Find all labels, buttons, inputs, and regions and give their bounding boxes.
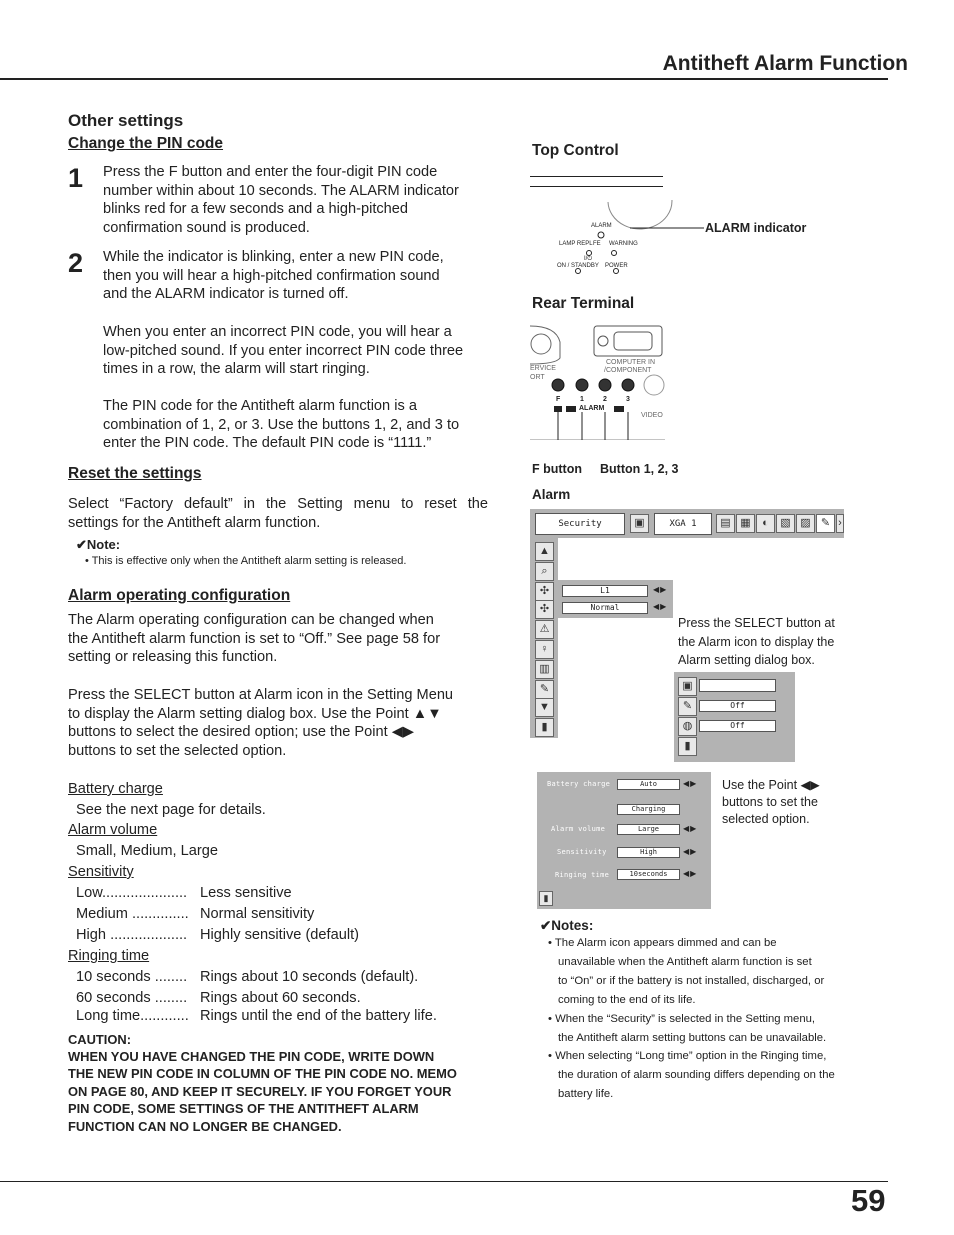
dialog-off-1[interactable]: Off	[699, 700, 776, 712]
warning-icon[interactable]: ⚠	[535, 620, 554, 639]
fan-control-icon[interactable]: ✣	[535, 600, 554, 619]
dialog-alarm-icon[interactable]: ✎	[678, 697, 697, 716]
ringing-60s-value: Rings about 60 seconds.	[200, 990, 361, 1006]
sensitivity-high: High ...................	[76, 927, 188, 943]
tc-io-label: I/⏻	[584, 256, 593, 262]
rt-3-label: 3	[626, 396, 630, 403]
color-icon[interactable]: ◐	[756, 514, 775, 533]
alarm-volume-arrows-icon[interactable]: ◀▶	[683, 824, 698, 833]
button-1	[576, 379, 588, 391]
alarm-volume-title: Alarm volume	[68, 822, 158, 838]
select-instructions: Press the SELECT button at Alarm icon in the Setting Menu to display the Alarm setting dialog box. Use the Point ▲▼ buttons to select the desired option; use the Point ◀▶ buttons to set the selected option.	[68, 687, 454, 759]
xga-menu-tab[interactable]: XGA 1	[654, 513, 712, 535]
button-2	[599, 379, 611, 391]
note-heading: ✔Note:	[76, 537, 121, 552]
step-2-number: 2	[68, 248, 84, 278]
scroll-up-icon[interactable]: ▲	[535, 542, 554, 561]
pointer-icon[interactable]: ⌕	[535, 562, 554, 581]
fan-icon[interactable]: ✣	[535, 582, 554, 601]
tc-warning-label: WARNING	[609, 241, 638, 247]
tc-power-label: POWER	[605, 263, 628, 269]
filter-icon[interactable]: ▥	[535, 660, 554, 679]
alarm-indicator-label: ALARM indicator	[705, 221, 807, 235]
ringing-10s-value: Rings about 10 seconds (default).	[200, 969, 419, 985]
caption-use-point: Use the Point ◀▶ buttons to set the selected option.	[722, 778, 820, 826]
rt-video-label: VIDEO	[641, 412, 663, 419]
dialog-lock-icon[interactable]: ▣	[678, 677, 697, 696]
f-button-label: F button	[532, 462, 582, 476]
f-button	[552, 379, 564, 391]
top-control-heading: Top Control	[532, 142, 619, 159]
other-settings-heading: Other settings	[68, 111, 184, 130]
dialog-off-2[interactable]: Off	[699, 720, 776, 732]
rt-component-label: /COMPONENT	[604, 367, 652, 374]
step-1-number: 1	[68, 163, 84, 193]
alarm-volume-text: Small, Medium, Large	[76, 843, 218, 859]
setting-icon[interactable]: ▨	[796, 514, 815, 533]
rear-terminal-diagram	[530, 322, 665, 440]
notes-heading: ✔Notes:	[540, 918, 594, 933]
button-3	[622, 379, 634, 391]
rt-alarm-label: ALARM	[579, 405, 605, 412]
ringing-long: Long time............	[76, 1008, 189, 1024]
sensitivity-title: Sensitivity	[68, 864, 134, 880]
caption-select-alarm: Press the SELECT button at the Alarm icon to display the Alarm setting dialog box.	[678, 616, 835, 667]
scroll-down-icon[interactable]: ▼	[535, 698, 554, 717]
rt-2-label: 2	[603, 396, 607, 403]
ringing-time-title: Ringing time	[68, 948, 150, 964]
rt-f-label: F	[556, 396, 561, 403]
alarm-setting-dialog	[537, 772, 711, 909]
change-pin-heading: Change the PIN code	[68, 135, 224, 152]
sensitivity-high-value: Highly sensitive (default)	[200, 927, 359, 943]
picture-icon[interactable]: ▧	[776, 514, 795, 533]
submenu-normal[interactable]: Normal	[562, 602, 648, 614]
screen-icon[interactable]: ▤	[716, 514, 735, 533]
security-menu-tab[interactable]: Security	[535, 513, 625, 535]
caution-title: CAUTION:	[68, 1032, 132, 1047]
submenu-normal-arrows-icon[interactable]: ◀▶	[653, 602, 668, 611]
tc-alarm-label: ALARM	[591, 223, 612, 229]
reset-settings-heading: Reset the settings	[68, 465, 202, 482]
ringing-60s: 60 seconds ........	[76, 990, 188, 1006]
caution-text: WHEN YOU HAVE CHANGED THE PIN CODE, WRITE DOWN THE NEW PIN CODE IN COLUMN OF THE PIN CODE NO. MEMO ON PAGE 80, AND KEEP IT SECURELY. IF YOU FORGET YOUR PIN CODE, SOME SETTINGS OF THE ANTITHEFT ALARM FUNCTION CAN NO LONGER BE CHANGED.	[68, 1049, 457, 1134]
rt-port-label: ORT	[530, 374, 545, 381]
alarm-led	[598, 232, 604, 238]
battery-charge-arrows-icon[interactable]: ◀▶	[683, 779, 698, 788]
incorrect-pin-paragraph: When you enter an incorrect PIN code, you will hear a low-pitched sound. If you enter incorrect PIN code three times in a row, the alarm will start ringing.	[103, 324, 464, 378]
alarm-volume-value[interactable]: Large	[617, 824, 680, 835]
rear-terminal-heading: Rear Terminal	[532, 295, 635, 312]
lamp-led	[587, 251, 592, 256]
rt-1-label: 1	[580, 396, 584, 403]
alarm-mark-right	[614, 406, 624, 412]
step-1-text: Press the F button and enter the four-digit PIN code number within about 10 seconds. The ALARM indicator blinks red for a few seconds and a high-pitched confirmation sound is produced.	[103, 164, 459, 236]
alarm-config-text: The Alarm operating configuration can be changed when the Antitheft alarm function is set to “Off.” See page 58 for setting or releasing this function.	[68, 612, 441, 666]
battery-charge-value[interactable]: Auto	[617, 779, 680, 790]
battery-charge-label: Battery charge	[547, 780, 611, 788]
warning-led	[612, 251, 617, 256]
tc-lamp-label: LAMP REPL	[559, 241, 593, 247]
ringing-long-value: Rings until the end of the battery life.	[200, 1008, 437, 1024]
header-rule-top	[0, 78, 888, 80]
top-control-line-1	[530, 176, 663, 177]
note-text: • This is effective only when the Antitheft alarm setting is released.	[85, 555, 407, 567]
ringing-10s: 10 seconds ........	[76, 969, 188, 985]
sensitivity-value[interactable]: High	[617, 847, 680, 858]
alarm-heading: Alarm	[532, 487, 571, 502]
top-control-line-2	[530, 186, 663, 187]
sensitivity-label: Sensitivity	[557, 848, 607, 856]
page-title: Antitheft Alarm Function	[662, 52, 908, 75]
ringing-time-value[interactable]: 10seconds	[617, 869, 680, 880]
tc-fe-label: FE	[593, 241, 601, 247]
onstandby-led	[576, 269, 581, 274]
power-led	[614, 269, 619, 274]
image-icon[interactable]: ▦	[736, 514, 755, 533]
submenu-l1-arrows-icon[interactable]: ◀▶	[653, 585, 668, 594]
sensitivity-low: Low.....................	[76, 885, 188, 901]
alarm-dome-outline	[608, 200, 672, 229]
more-icon[interactable]: ›	[836, 514, 844, 533]
reset-settings-text: Select “Factory default” in the Setting menu to reset the settings for the Antitheft alarm function.	[68, 496, 488, 531]
dialog-pointer-field[interactable]	[699, 679, 776, 692]
buttons-123-label: Button 1, 2, 3	[600, 462, 679, 476]
tc-onstandby-label: ON / STANDBY	[557, 263, 599, 269]
sensitivity-low-value: Less sensitive	[200, 885, 292, 901]
rt-computer-label: COMPUTER IN	[606, 359, 655, 366]
step-2-text: While the indicator is blinking, enter a new PIN code, then you will hear a high-pitched confirmation sound and the ALARM indicator is turned off.	[103, 249, 444, 303]
alarm-dialog-exit-icon[interactable]: ▮	[539, 891, 553, 906]
charging-status: Charging	[617, 804, 680, 815]
ringing-time-label: Ringing time	[555, 871, 610, 879]
lamp-icon[interactable]: ♀	[535, 640, 554, 659]
rt-service-label: ERVICE	[530, 365, 556, 372]
sensitivity-medium-value: Normal sensitivity	[200, 906, 315, 922]
alarm-volume-label: Alarm volume	[551, 825, 606, 833]
f-button-mark	[554, 406, 562, 412]
page-number: 59	[851, 1183, 886, 1218]
sensitivity-medium: Medium ..............	[76, 906, 189, 922]
alarm-config-heading: Alarm operating configuration	[68, 587, 291, 604]
dialog-exit-icon[interactable]: ▮	[678, 737, 697, 756]
alarm-bell-icon[interactable]: ✎	[535, 680, 554, 699]
notes-text: • The Alarm icon appears dimmed and can be unavailable when the Antitheft alarm function is set to “On” or if the battery is not installed, discharged, or coming to the end of its life. • When the “Security” is selected in the Setting menu, the Antitheft alarm setting buttons can be unavailable. • When selecting “Long time” option in the Ringing time, the duration of alarm sounding differs depending on the battery life.	[548, 937, 835, 1101]
exit-icon[interactable]: ▮	[535, 718, 554, 737]
battery-charge-text: See the next page for details.	[76, 802, 266, 818]
dialog-pin-icon[interactable]: ◍	[678, 717, 697, 736]
footer-rule	[0, 1181, 888, 1182]
ringing-time-arrows-icon[interactable]: ◀▶	[683, 869, 698, 878]
sensitivity-arrows-icon[interactable]: ◀▶	[683, 847, 698, 856]
monitor-icon[interactable]: ▣	[630, 514, 649, 533]
pin-combination-paragraph: The PIN code for the Antitheft alarm function is a combination of 1, 2, or 3. Use the buttons 1, 2, and 3 to enter the PIN code. The default PIN code is “1111.”	[103, 398, 460, 452]
battery-charge-title: Battery charge	[68, 781, 163, 797]
alarm-mark-left	[566, 406, 576, 412]
tools-icon[interactable]: ✎	[816, 514, 835, 533]
submenu-l1[interactable]: L1	[562, 585, 648, 597]
